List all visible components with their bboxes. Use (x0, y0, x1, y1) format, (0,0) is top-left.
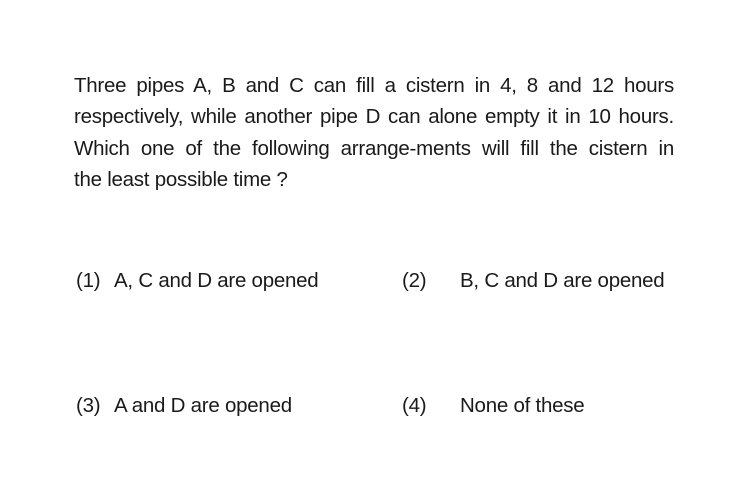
option-2-text: B, C and D are opened (460, 269, 665, 292)
option-4-text: None of these (460, 394, 585, 417)
option-3-number: (3) (76, 394, 101, 417)
question-line-1: Three pipes A, B and C can fill a cistern in 4, 8 and 12 hours (74, 74, 674, 97)
option-3-text: A and D are opened (114, 394, 292, 417)
question-line-4: the least possible time ? (74, 167, 288, 191)
option-4-number: (4) (402, 394, 427, 417)
option-1-number: (1) (76, 269, 101, 292)
option-1-text: A, C and D are opened (114, 269, 319, 292)
option-2-number: (2) (402, 269, 427, 292)
question-text (74, 70, 674, 195)
question-line-3: Which one of the following arrange-ments will fill the cistern in (74, 136, 674, 160)
question-line-2: respectively, while another pipe D can alone empty it in 10 hours. (74, 105, 674, 129)
